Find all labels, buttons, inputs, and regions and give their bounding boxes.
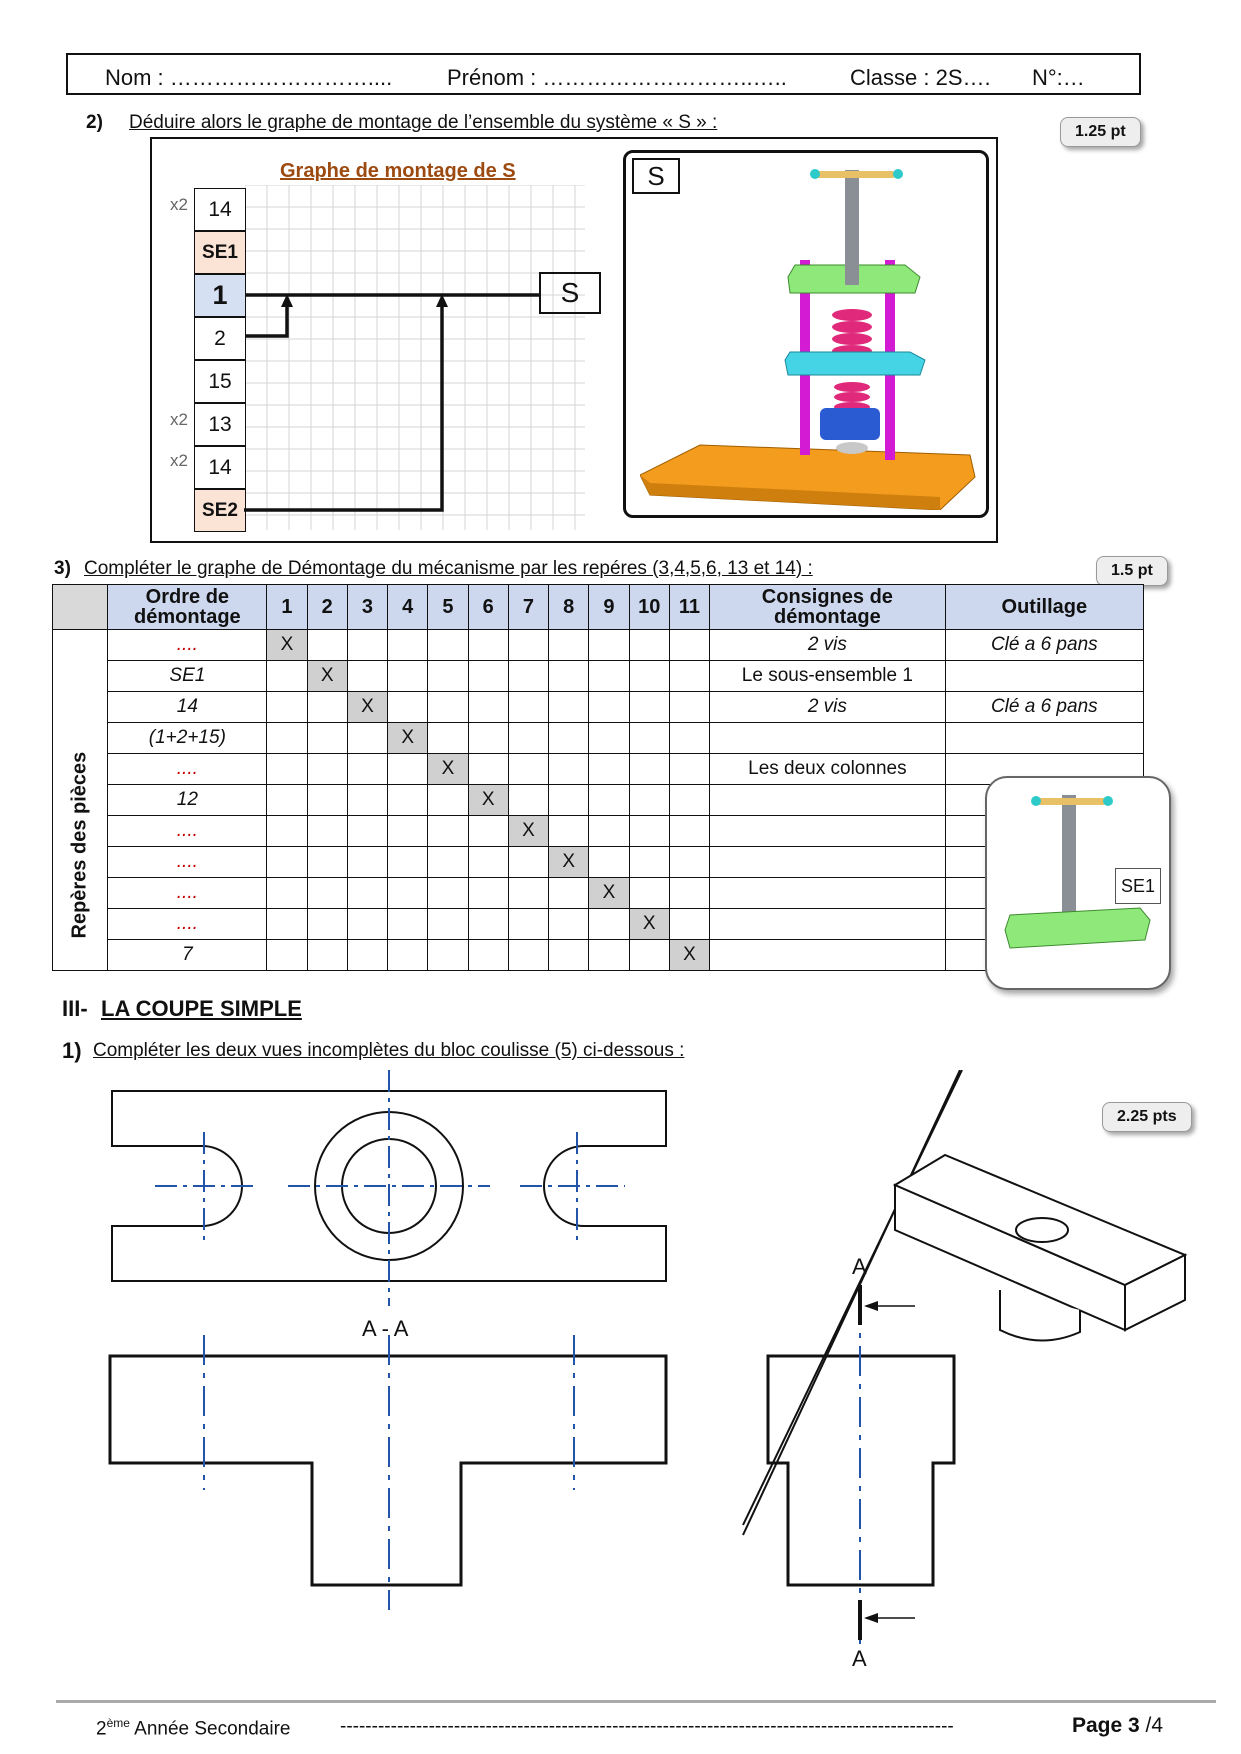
step-header: 9 [589,585,629,630]
table-corner [53,585,108,630]
step-header: 11 [669,585,709,630]
consigne-cell[interactable] [710,785,946,816]
mark-cell: X [307,661,347,692]
col-outillage-header: Outillage [945,585,1143,630]
result-box-s: S [539,272,601,314]
s3q1-number: 1) [62,1038,82,1063]
step-header: 3 [347,585,387,630]
step-header: 8 [549,585,589,630]
section3-prefix: III- [62,996,88,1021]
mark-cell: X [468,785,508,816]
numero-field: N°:… [1032,65,1085,90]
q3-text: Compléter le graphe de Démontage du mécanisme par les repéres (3,4,5,6, 13 et 14) : [84,558,813,579]
step-header: 5 [428,585,468,630]
piece-cell[interactable]: .... [108,816,267,847]
classe-field: Classe : 2S…. [850,65,991,90]
mark-cell: X [669,940,709,971]
mult-label: x2 [170,410,188,429]
table-row [53,940,1144,971]
table-row [53,909,1144,940]
mark-cell: X [549,847,589,878]
press-mechanism-illustration [640,165,980,510]
mark-cell: X [267,630,307,661]
consigne-cell: 2 vis [710,692,946,723]
mult-label: x2 [170,451,188,470]
footer-level-sup: ème [106,1716,130,1730]
table-row [53,754,1144,785]
mark-cell: X [428,754,468,785]
page-total: /4 [1139,1714,1164,1737]
step-header: 4 [388,585,428,630]
consigne-cell[interactable] [710,847,946,878]
se1-picture-label: SE1 [1115,868,1161,904]
table-row [53,661,1144,692]
consigne-cell: Le sous-ensemble 1 [710,661,946,692]
mark-cell: X [508,816,548,847]
step-header: 7 [508,585,548,630]
piece-cell: SE1 [108,661,267,692]
cut-letter-bottom: A [852,1646,867,1671]
consigne-cell[interactable] [710,816,946,847]
step-header: 2 [307,585,347,630]
q2-points-badge: 1.25 pt [1060,117,1141,147]
piece-cell[interactable]: .... [108,630,267,661]
graph-box-14b: 14 [194,446,246,489]
cut-letter-top: A [852,1254,867,1279]
s3-points-badge: 2.25 pts [1102,1102,1192,1132]
consigne-cell: 2 vis [710,630,946,661]
disassembly-table [52,584,1144,971]
mult-label: x2 [170,195,188,214]
section3-title: LA COUPE SIMPLE [101,996,302,1021]
footer-level [96,1716,291,1740]
piece-cell: 12 [108,785,267,816]
q2-text: Déduire alors le graphe de montage de l’ensemble du système « S » : [129,112,718,133]
row-axis-label: Repères des pièces [68,751,91,939]
outil-cell: Clé a 6 pans [945,692,1143,723]
graph-box-13: 13 [194,403,246,446]
mark-cell: X [589,878,629,909]
outil-cell[interactable] [945,723,1143,754]
piece-cell[interactable]: .... [108,909,267,940]
nom-field: Nom : ……………………….... [105,65,393,90]
table-row [53,878,1144,909]
footer-page [1072,1714,1163,1738]
table-row [53,692,1144,723]
graph-title: Graphe de montage de S [280,160,516,182]
outil-cell: Clé a 6 pans [945,630,1143,661]
q3-points-badge: 1.5 pt [1096,556,1168,586]
prenom-field: Prénom : ………………………..….. [447,65,787,90]
consigne-cell: Les deux colonnes [710,754,946,785]
table-row [53,630,1144,661]
graph-box-2: 2 [194,317,246,360]
piece-cell[interactable]: .... [108,754,267,785]
graph-box-1: 1 [194,274,246,317]
table-row [53,816,1144,847]
q2-number: 2) [86,112,103,133]
consigne-cell[interactable] [710,909,946,940]
consigne-cell[interactable] [710,723,946,754]
outil-cell [945,661,1143,692]
q3-number: 3) [54,558,71,579]
page-number: Page 3 [1072,1714,1140,1737]
table-row [53,723,1144,754]
mark-cell: X [347,692,387,723]
s3q1-text: Compléter les deux vues incomplètes du bloc coulisse (5) ci-dessous : [93,1040,685,1061]
graph-box-se1: SE1 [194,231,246,274]
footer-level-text: Année Secondaire [129,1718,291,1740]
mark-cell: X [629,909,669,940]
table-row [53,847,1144,878]
table-row [53,785,1144,816]
technical-drawings [0,1070,1241,1690]
footer-dashes: ------------------------------------------------------------------------------------------------- [340,1716,954,1737]
step-header: 10 [629,585,669,630]
col-order-header: Ordre de démontage [108,585,267,630]
graph-box-14a: 14 [194,188,246,231]
piece-cell[interactable]: .... [108,878,267,909]
mark-cell: X [388,723,428,754]
consigne-cell[interactable] [710,878,946,909]
step-header: 6 [468,585,508,630]
graph-box-se2: SE2 [194,489,246,532]
footer-level-prefix: 2 [96,1718,107,1740]
footer-rule [56,1700,1216,1703]
piece-cell: 14 [108,692,267,723]
step-header: 1 [267,585,307,630]
consigne-cell[interactable] [710,940,946,971]
col-consignes-header: Consignes de démontage [710,585,946,630]
piece-cell[interactable]: .... [108,847,267,878]
section-label-aa: A - A [362,1316,409,1341]
graph-box-15: 15 [194,360,246,403]
picture-label-s: S [632,158,680,194]
piece-cell: 7 [108,940,267,971]
piece-cell: (1+2+15) [108,723,267,754]
